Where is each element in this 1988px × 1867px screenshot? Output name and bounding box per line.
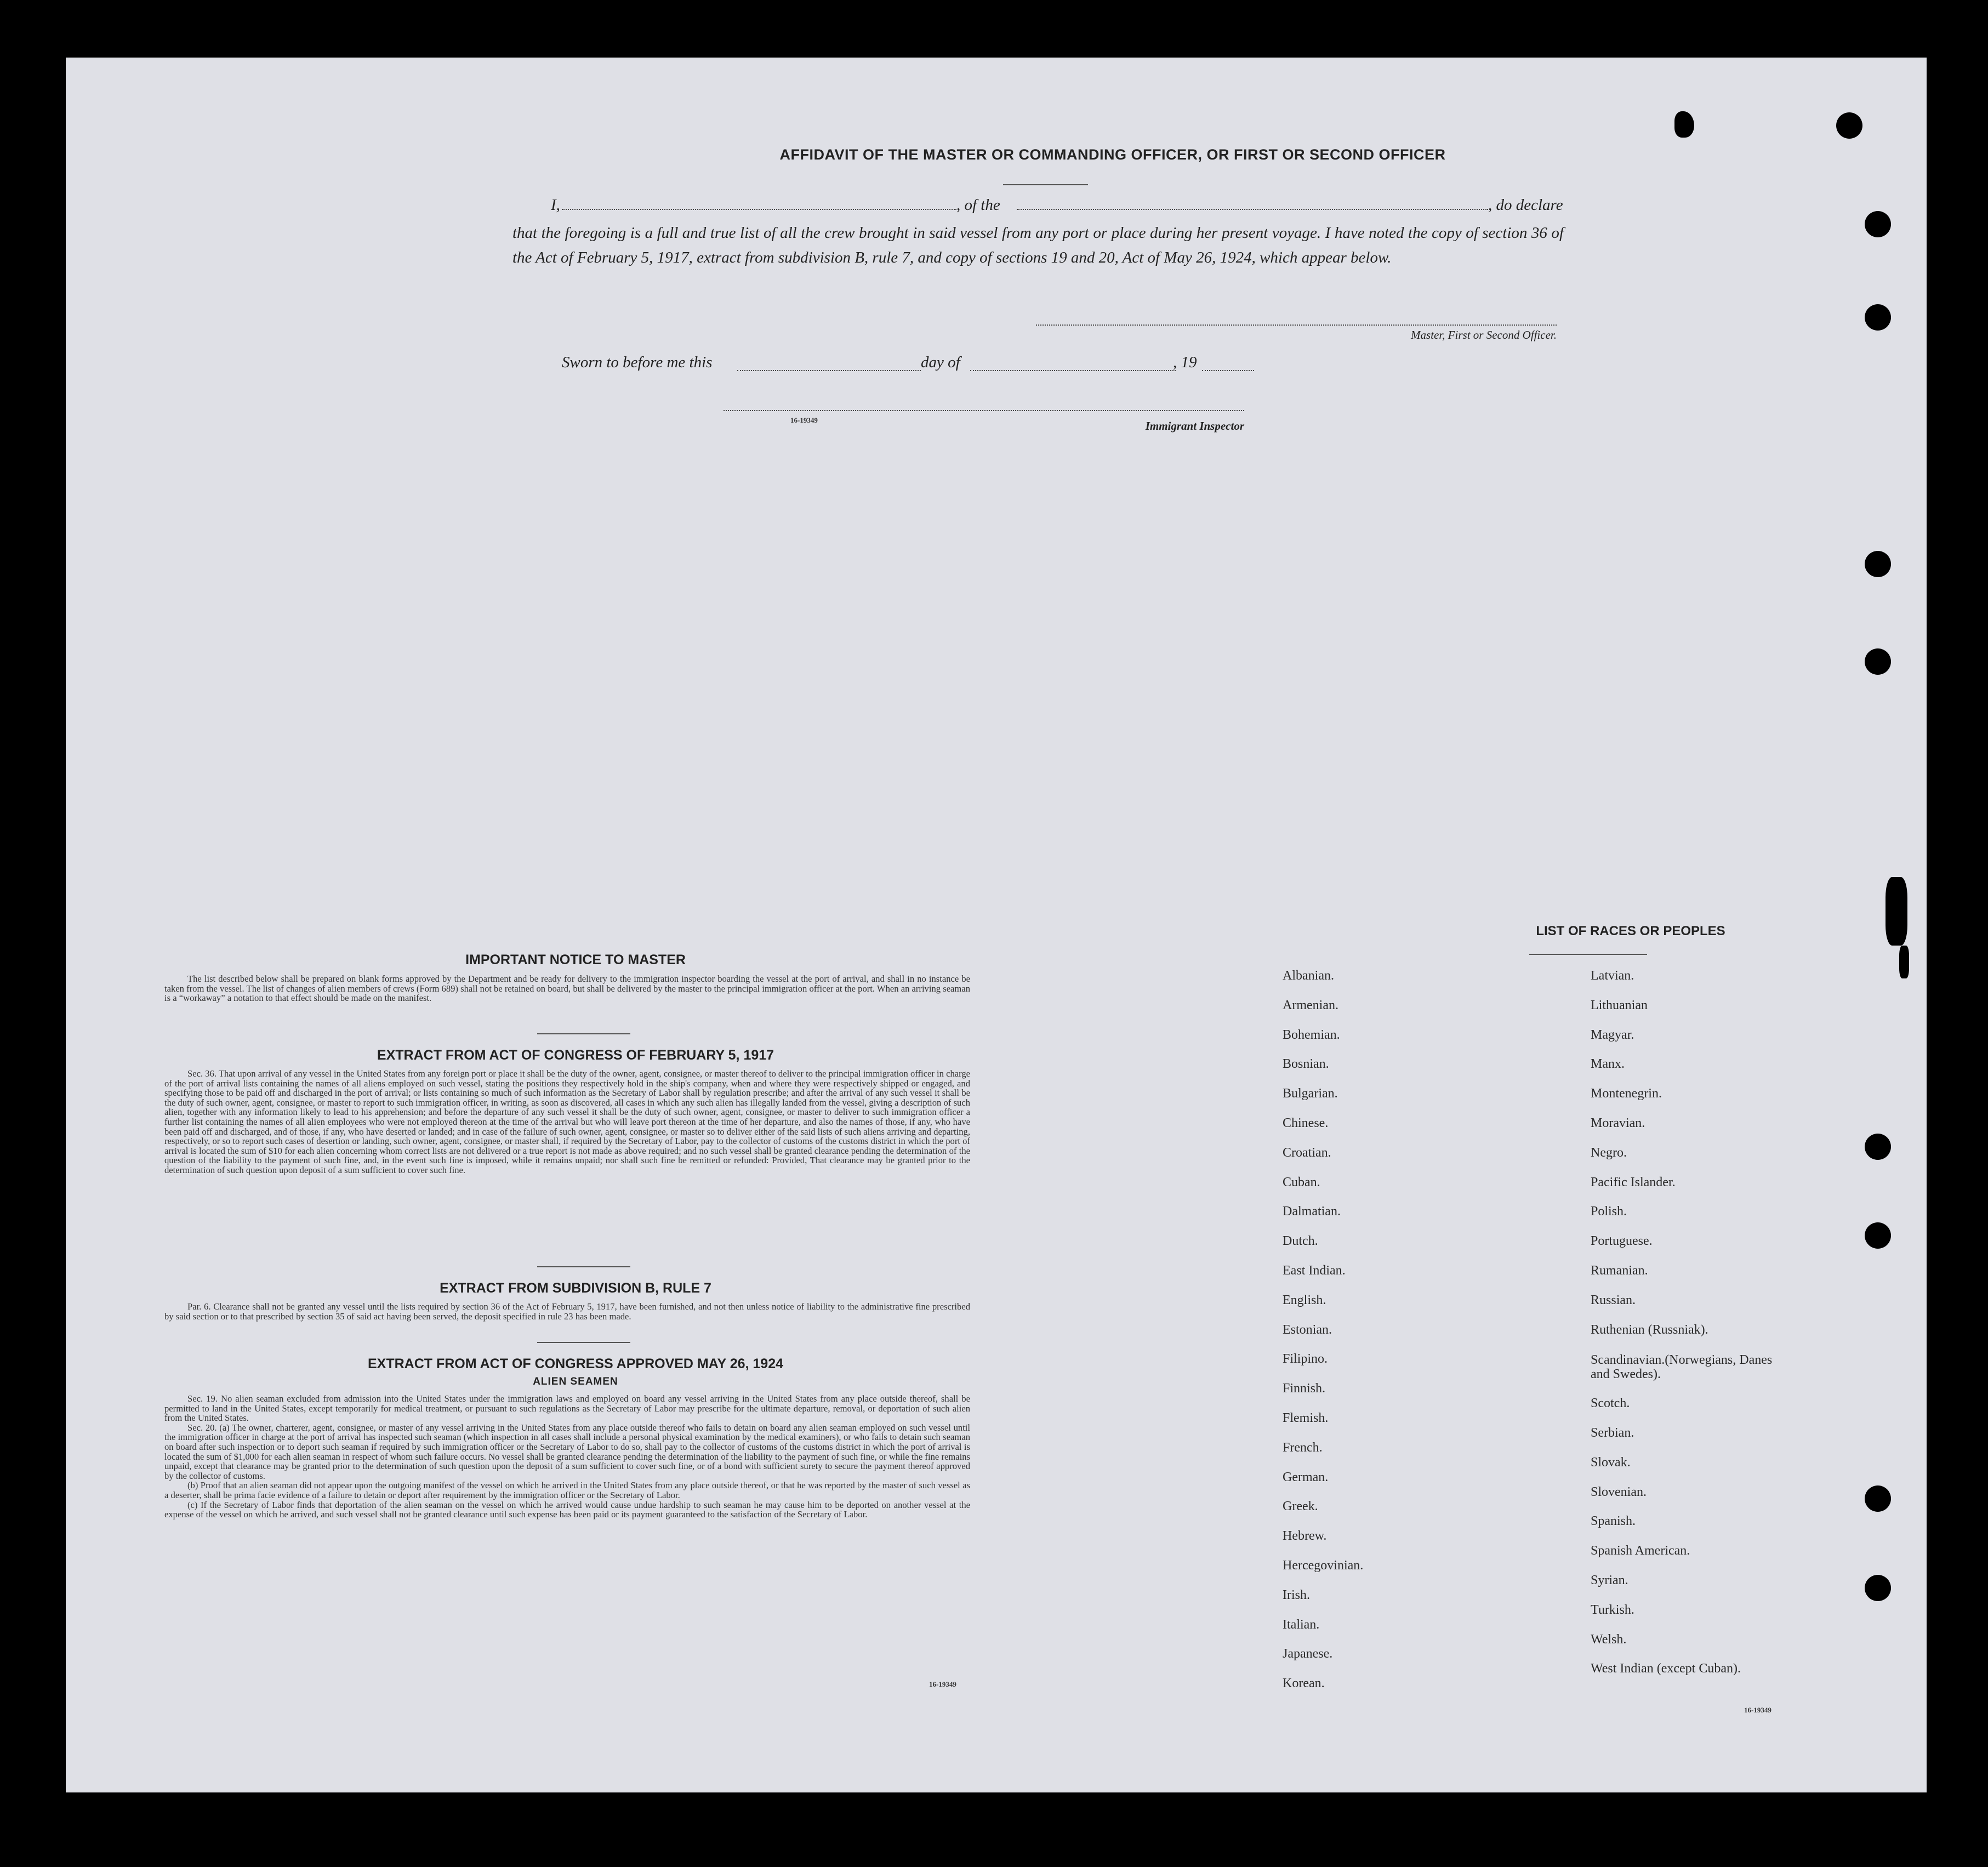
notice-title: IMPORTANT NOTICE TO MASTER [465,952,686,967]
form-number: 16-19349 [1744,1706,1771,1714]
punch-hole [1865,551,1891,577]
race-item: Portuguese. [1591,1234,1653,1249]
sworn-month-field[interactable] [970,370,1176,371]
notice-paragraph: The list described below shall be prepared on blank forms approved by the Department and be ready for delivery to the immigration inspector boarding the vessel at the port of arrival, and shall in no instance be taken from the vessel. The list of changes of alien members of crews (Form 689) shall not be retained on board, but shall be delivered by the master to the principal immigration officer at the port. When an arriving seaman is a “workaway” a notation to that effect should be made on the manifest. [164,974,970,1004]
declarant-label: I, [551,196,560,214]
punch-hole [1865,304,1891,331]
race-item: Hercegovinian. [1283,1558,1364,1573]
act-1924-paragraph: (b) Proof that an alien seaman did not appear upon the outgoing manifest of the vessel on which he arrived in the United States from any place outside thereof, or that he was reported by the master of such vessel as a deserter, shall be prima facie evidence of a failure to detain or deport after requirement by the immigration officer or the Secretary of Labor. [164,1480,970,1500]
race-item: Latvian. [1591,969,1634,983]
race-item: Bulgarian. [1283,1086,1338,1101]
race-item: Irish. [1283,1587,1310,1602]
act-1924-paragraph: Sec. 19. No alien seaman excluded from admission into the United States under the immigration laws and employed on board any vessel arriving in the United States from any place outside thereof, shall be permitted to land in the United States, except temporarily for medical treatment, or pursuant to such regulations as the Secretary of Labor may prescribe for the ultimate departure, removal, or deportation of such alien from the United States. [164,1393,970,1424]
form-number: 16-19349 [790,416,818,424]
section-divider [537,1033,630,1034]
races-title: LIST OF RACES OR PEOPLES [1536,924,1725,938]
race-item: Welsh. [1591,1632,1627,1647]
act-1917-title: EXTRACT FROM ACT OF CONGRESS OF FEBRUARY 5, 1917 [377,1048,774,1063]
day-of-label: day of [921,354,960,371]
master-signature-caption: Master, First or Second Officer. [1411,328,1557,341]
punch-hole [1865,1575,1891,1601]
affidavit-statement: that the foregoing is a full and true list of all the crew brought in said vessel from any port or place during her present voyage. I have noted the copy of section 36 of the Act of February 5, 1917, extract from subdivision B, rule 7, and copy of sections 19 and 20, Act of May 26, 1924, which appear below. [512,224,1564,266]
race-item: Filipino. [1283,1352,1328,1367]
act-1924-title: EXTRACT FROM ACT OF CONGRESS APPROVED MAY 26, 1924 [367,1356,784,1371]
do-declare-label: , do declare [1488,196,1563,214]
act-1917-paragraph: Sec. 36. That upon arrival of any vessel in the United States from any foreign port or place it shall be the duty of the owner, agent, consignee, or master thereof to deliver to the principal immigration officer in charge of the port of arrival lists containing the names of all aliens employed on such vessel, stating the positions they respectively hold in the ship's company, when and where they were respectively shipped or engaged, and specifying those to be paid off and discharged in the port of arrival; or lists containing so much of such information as the Secretary of Labor shall by regulation prescribe; and after the arrival of any such vessel it shall be the duty of such owner, agent, consignee, or master to report to such immigration officer, in writing, as soon as discovered, all cases in which any such alien has illegally landed from the vessel, giving a description of such alien, together with any information likely to lead to his apprehension; and before the departure of any such vessel it shall be the duty of such owner, agent, consignee, or master to deliver to such immigration officer a further list containing the names of all alien employees who were not employed thereon at the time of the arrival but who will leave port thereon at the time of her departure, and also the names of those, if any, who have been paid off and discharged, and of those, if any, who have deserted or landed; and in case of the failure of such owner, agent, consignee, or master so to deliver either of the said lists of such aliens arriving and departing, respectively, or so to report such cases of desertion or landing, such owner, agent, consignee, or master shall, if required by the Secretary of Labor, pay to the collector of customs of the customs district in which the port of arrival is located the sum of $10 for each alien concerning whom correct lists are not delivered or a true report is not made as above required; and no such vessel shall be granted clearance pending the determination of the question of the liability to the payment of such fine, and, in the event such fine is imposed, while it remains unpaid; nor shall such fine be remitted or refunded: Provided, That clearance may be granted prior to the determination of such question upon deposit of a sum sufficient to cover such fine. [164,1068,970,1175]
sworn-label: Sworn to before me this [562,354,713,371]
rule-7-text [164,1302,970,1321]
race-item: Japanese. [1283,1647,1333,1661]
race-item: Scandinavian.(Norwegians, Danes and Swedes). [1591,1353,1773,1382]
ink-blot [1899,946,1909,978]
act-1917-text [164,1069,970,1175]
race-item: Hebrew. [1283,1529,1327,1544]
race-item: Croatian. [1283,1145,1331,1160]
race-item: Italian. [1283,1617,1320,1632]
race-item: Polish. [1591,1204,1627,1219]
race-item: Serbian. [1591,1425,1634,1440]
race-item: Moravian. [1591,1116,1645,1130]
race-item: Lithuanian [1591,998,1648,1012]
race-item: Spanish. [1591,1514,1636,1529]
race-item: Bosnian. [1283,1057,1329,1072]
master-signature-field[interactable] [1036,325,1557,326]
race-item: East Indian. [1283,1263,1346,1278]
form-sheet [66,58,1927,1792]
sworn-year-field[interactable] [1202,370,1254,371]
alien-seamen-subtitle: ALIEN SEAMEN [533,1376,618,1387]
sworn-year-label: , 19 [1173,354,1197,371]
race-item: Dutch. [1283,1234,1318,1249]
race-item: Pacific Islander. [1591,1175,1676,1189]
sworn-day-field[interactable] [737,370,921,371]
race-item: Greek. [1283,1499,1318,1514]
affidavit-title: AFFIDAVIT OF THE MASTER OR COMMANDING OFFICER, OR FIRST OR SECOND OFFICER [779,146,1446,163]
race-item: Cuban. [1283,1175,1320,1189]
inspector-caption: Immigrant Inspector [1145,419,1244,432]
act-1924-paragraph: Sec. 20. (a) The owner, charterer, agent, consignee, or master of any vessel arriving in the United States from any place outside thereof who fails to detain on board any alien seaman employed on such vessel until the immigration officer in charge at the port of arrival has inspected such seaman (which inspection in all cases shall include a personal physical examination by the medical examiners), or who fails to detain such seaman on board after such inspection or to deport such seaman if required by such immigration officer or the Secretary of Labor to do so, shall pay to the collector of customs of the customs district in which the port of arrival is located the sum of $1,000 for each alien seaman in respect of whom such failure occurs. No vessel shall be granted clearance pending the determination of the liability to the payment of such fine, or while the fine remains unpaid, except that clearance may be granted prior to the determination of such question upon the deposit of a sum sufficient to cover such fine, or of a bond with sufficient surety to secure the payment thereof approved by the collector of customs. [164,1422,970,1481]
punch-hole [1865,648,1891,675]
race-item: Estonian. [1283,1322,1332,1337]
race-item: West Indian (except Cuban). [1591,1661,1741,1676]
punch-hole [1865,1485,1891,1512]
race-item: Ruthenian (Russniak). [1591,1322,1708,1337]
race-item: English. [1283,1293,1326,1307]
race-item: Chinese. [1283,1116,1329,1130]
race-item: Syrian. [1591,1573,1628,1587]
act-1924-paragraph: (c) If the Secretary of Labor finds that deportation of the alien seaman on the vessel on which he arrived would cause undue hardship to such seaman he may cause him to be deported on another vessel at the expense of the vessel on which he arrived, and such vessel shall not be granted clearance until such expense has been paid or its payment guaranteed to the satisfaction of the Secretary of Labor. [164,1499,970,1520]
race-item: Turkish. [1591,1602,1634,1617]
ink-blot [1674,111,1694,138]
race-item: Scotch. [1591,1396,1630,1411]
section-divider [537,1266,630,1267]
rule-7-title: EXTRACT FROM SUBDIVISION B, RULE 7 [440,1280,711,1296]
punch-hole [1836,112,1862,139]
race-item: Dalmatian. [1283,1204,1341,1219]
declarant-name-field[interactable] [562,209,956,210]
vessel-name-field[interactable] [1017,209,1488,210]
punch-hole [1865,211,1891,237]
race-item: Montenegrin. [1591,1086,1662,1101]
race-item: Rumanian. [1591,1263,1648,1278]
of-the-label: , of the [956,196,1000,214]
race-item: Bohemian. [1283,1027,1340,1042]
race-item: Finnish. [1283,1381,1326,1396]
title-divider [1003,184,1088,185]
race-item: Magyar. [1591,1027,1634,1042]
race-item: Albanian. [1283,969,1334,983]
race-item: Slovak. [1591,1455,1631,1470]
race-item: French. [1283,1440,1323,1455]
form-number: 16-19349 [929,1680,956,1688]
race-item: Korean. [1283,1676,1325,1691]
race-item: Russian. [1591,1293,1636,1307]
race-item: Spanish American. [1591,1544,1690,1558]
punch-hole [1865,1134,1891,1160]
inspector-signature-field[interactable] [724,410,1244,411]
race-item: Slovenian. [1591,1484,1647,1499]
notice-text [164,974,970,1003]
title-divider [1529,954,1647,955]
section-divider [537,1342,630,1343]
race-item: Armenian. [1283,998,1338,1012]
race-item: Flemish. [1283,1411,1329,1425]
race-item: Manx. [1591,1057,1625,1072]
act-1924-text [164,1394,970,1519]
race-item: Negro. [1591,1145,1627,1160]
ink-blot [1886,877,1907,946]
punch-hole [1865,1222,1891,1249]
race-item: German. [1283,1470,1329,1484]
rule-7-paragraph: Par. 6. Clearance shall not be granted any vessel until the lists required by section 36 of the Act of February 5, 1917, have been furnished, and not then unless notice of liability to the administrative fine prescribed by said section or to that prescribed by section 35 of said act having been served, the deposit specified in rule 23 has been made. [164,1301,970,1322]
